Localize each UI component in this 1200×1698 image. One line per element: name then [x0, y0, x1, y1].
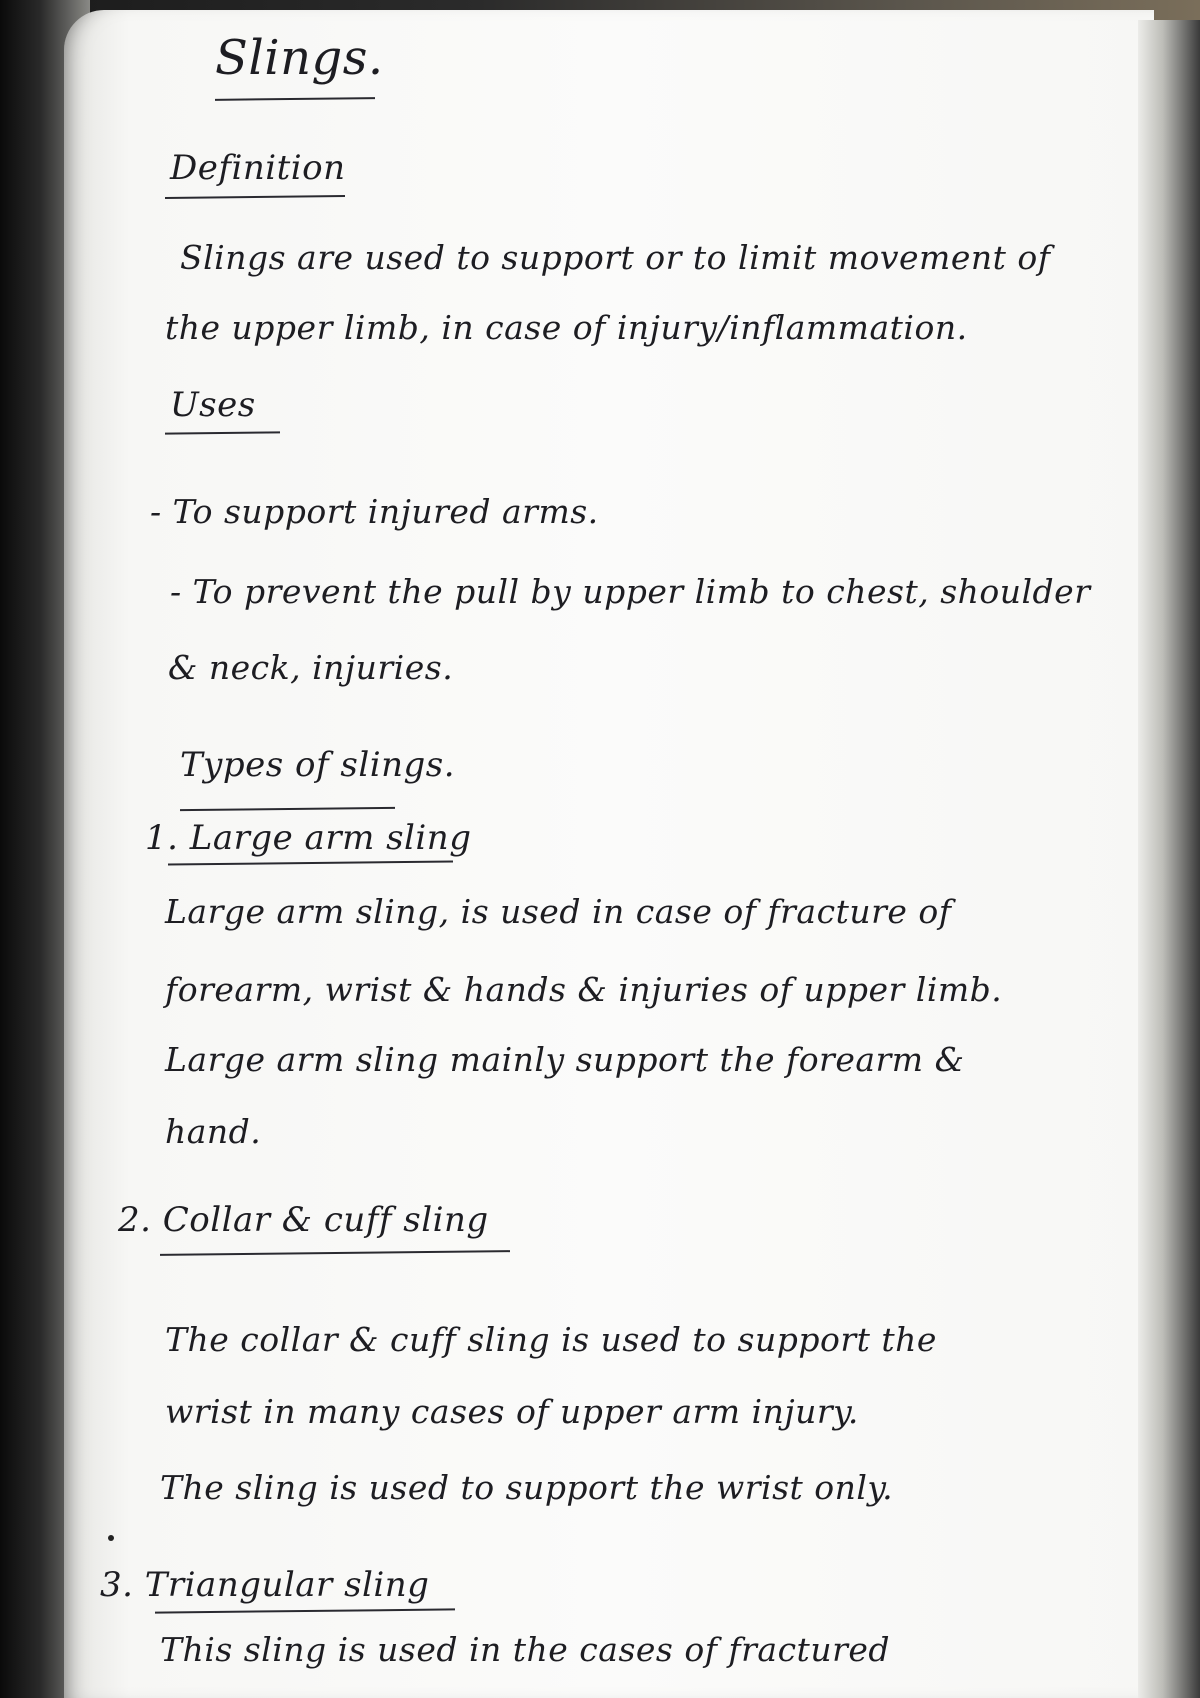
ink-dot [108, 1535, 114, 1541]
type1-line-4: hand. [165, 1112, 262, 1151]
uses-item-2-continued: & neck, injuries. [168, 648, 454, 687]
type3-heading: 3. Triangular sling [100, 1565, 430, 1605]
type2-line-2: wrist in many cases of upper arm injury. [165, 1392, 859, 1431]
type1-line-2: forearm, wrist & hands & injuries of upper limb. [165, 970, 1003, 1009]
definition-line-1: Slings are used to support or to limit movement of [180, 238, 1051, 277]
type2-line-3: The sling is used to support the wrist only. [160, 1468, 894, 1507]
type1-heading: 1. Large arm sling [145, 818, 472, 858]
page-title: Slings. [215, 30, 384, 86]
definition-heading: Definition [170, 148, 346, 188]
type1-line-3: Large arm sling mainly support the forearm & [165, 1040, 965, 1079]
uses-item-2: - To prevent the pull by upper limb to chest, shoulder [170, 572, 1091, 611]
definition-line-2: the upper limb, in case of injury/inflammation. [165, 308, 968, 347]
type3-line-1: This sling is used in the cases of fractured [160, 1630, 891, 1669]
type1-line-1: Large arm sling, is used in case of fracture of [165, 892, 952, 931]
uses-heading: Uses [170, 385, 256, 425]
page-edge [1138, 20, 1200, 1698]
type2-heading: 2. Collar & cuff sling [118, 1200, 489, 1240]
type2-line-1: The collar & cuff sling is used to support the [165, 1320, 937, 1359]
types-heading: Types of slings. [180, 745, 456, 785]
uses-item-1: - To support injured arms. [150, 492, 599, 531]
